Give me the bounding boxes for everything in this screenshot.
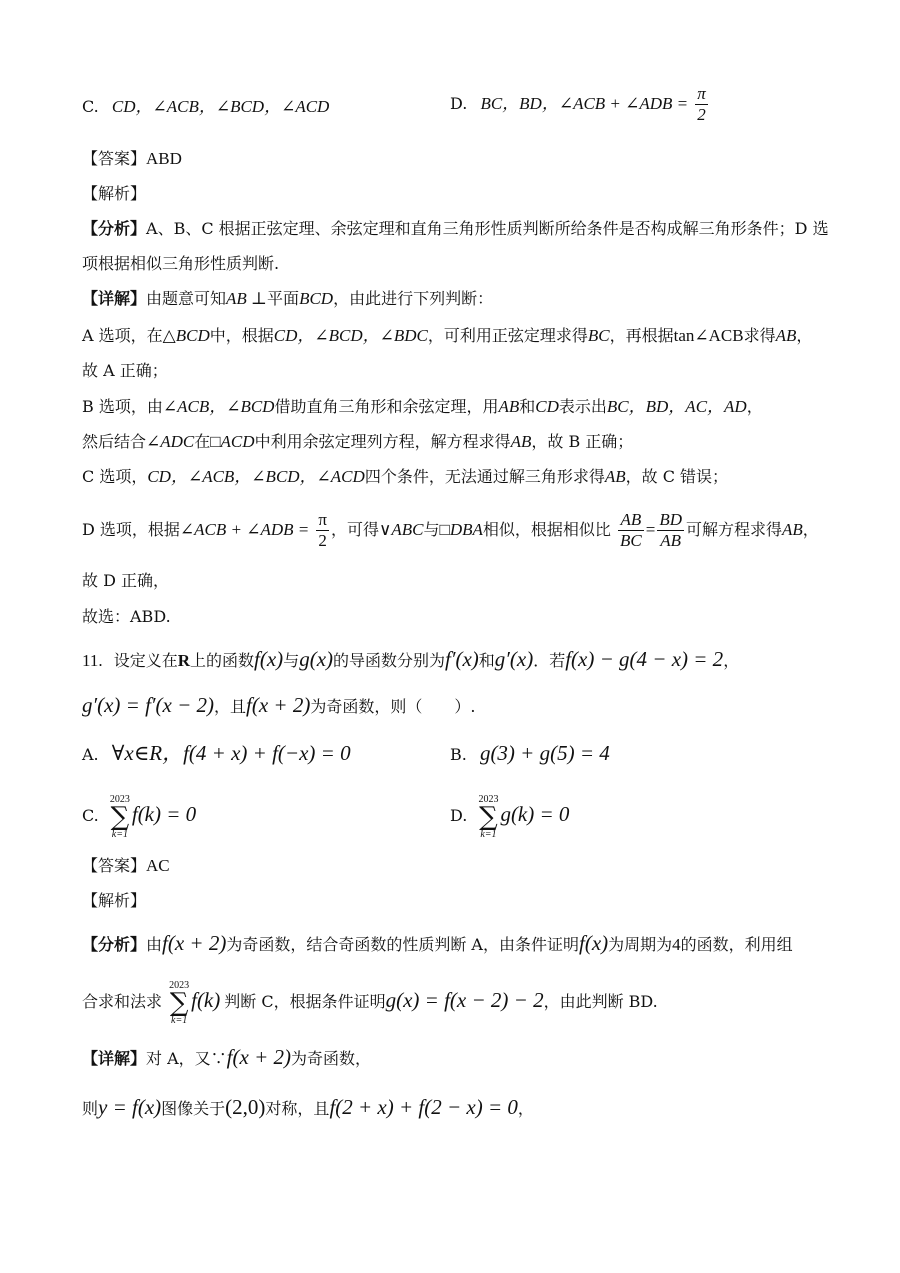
q10-option-b-conclusion — [82, 431, 818, 453]
ratio-fraction-2 — [657, 510, 684, 551]
math: g(x) = f(x − 2) − 2 — [385, 988, 544, 1012]
q11-option-c-math: f(k) = 0 — [131, 802, 197, 826]
math: AB ⊥ — [226, 289, 268, 308]
math: g′(x) — [494, 647, 534, 671]
text: B 选项，由 — [82, 397, 163, 416]
text: 中，根据 — [209, 326, 274, 345]
q10-options-cd — [82, 84, 818, 124]
q11-fenxi-line1 — [82, 932, 818, 956]
q11-option-a-label: A. — [82, 745, 99, 764]
math: BC，BD，AC，AD — [606, 397, 747, 416]
text: ， — [746, 397, 763, 416]
math: g′(x) = f′(x − 2) — [82, 693, 214, 717]
jiexi-tag: 【解析】 — [82, 184, 147, 203]
q10-option-d-analysis — [82, 508, 818, 552]
math: AB — [510, 432, 532, 451]
text: 则 — [82, 1099, 99, 1118]
math: f(x + 2) — [246, 693, 311, 717]
q11-option-c-label: C. — [82, 806, 99, 825]
text: 求得 — [743, 326, 776, 345]
math: y = f(x) — [98, 1095, 162, 1119]
text: 借助直角三角形和余弦定理，用 — [274, 397, 499, 416]
math: f(x + 2) — [162, 931, 227, 955]
text: 为奇函数，结合奇函数的性质判断 A，由条件证明 — [226, 935, 579, 954]
jiexi-tag: 【解析】 — [82, 891, 147, 910]
sigma-icon: ∑ — [169, 987, 189, 1018]
sum-upper-limit: 2023 — [478, 793, 499, 805]
q10-option-d — [450, 84, 710, 125]
math: (2,0) — [225, 1095, 266, 1119]
math: AB — [782, 520, 803, 539]
text: 上的函数 — [190, 651, 255, 670]
math: AB — [498, 397, 520, 416]
math: f′(x) — [445, 647, 479, 671]
text: 合求和法求 — [82, 992, 163, 1011]
summation-symbol — [169, 980, 189, 1026]
math: AB — [775, 326, 797, 345]
math: BC — [587, 326, 610, 345]
q10-final-choice — [82, 606, 818, 628]
math: CD，∠BCD，∠BDC — [273, 326, 428, 345]
detail-tag: 【详解】 — [82, 289, 147, 308]
sigma-icon: ∑ — [110, 801, 130, 832]
fraction-denominator: BC — [619, 531, 642, 550]
q10-option-d-label: D. — [450, 94, 468, 113]
q10-option-d-math: BC，BD，∠ACB + ∠ADB = — [480, 94, 689, 113]
text: 为奇函数，则（ ）. — [310, 697, 476, 716]
q11-jiexi — [82, 890, 818, 912]
math: BCD — [299, 289, 334, 308]
text: ， — [802, 520, 819, 539]
math: □DBA — [439, 520, 483, 539]
q11-detail-line2 — [82, 1096, 818, 1120]
text: 由题意可知 — [146, 289, 227, 308]
text: 四个条件，无法通过解三角形求得 — [364, 467, 605, 486]
q11-options-ab — [82, 742, 818, 766]
text: ， — [796, 326, 813, 345]
text: ，由此判断 BD. — [543, 992, 658, 1011]
text: 对 A，又∵ — [146, 1049, 227, 1068]
fenxi-tag: 【分析】 — [82, 219, 147, 238]
math: f(x + 2) — [226, 1045, 291, 1069]
text: 中利用余弦定理列方程，解方程求得 — [254, 432, 511, 451]
q10-option-a-conclusion — [82, 360, 818, 382]
text: 在 — [194, 432, 211, 451]
math: □ACD — [210, 432, 255, 451]
q11-options-cd — [82, 792, 818, 840]
text: ，且 — [213, 697, 246, 716]
q10-answer — [82, 148, 818, 170]
text: 可解方程求得 — [685, 520, 782, 539]
q11-option-a-math: ∀x∈R，f(4 + x) + f(−x) = 0 — [111, 741, 351, 765]
sum-lower-limit: k=1 — [171, 1014, 188, 1026]
sum-lower-limit: k=1 — [111, 828, 128, 840]
q10-fenxi-line2 — [82, 253, 818, 275]
text: ，可得 — [330, 520, 379, 539]
question-number: 11. — [82, 651, 103, 670]
math: △BCD — [162, 326, 210, 345]
q11-option-d-math: g(k) = 0 — [500, 802, 570, 826]
q10-option-b-analysis — [82, 396, 818, 418]
text: 为周期为 — [608, 935, 673, 954]
text: ，可利用正弦定理求得 — [427, 326, 588, 345]
text: 故选：ABD. — [82, 607, 171, 626]
sigma-icon: ∑ — [479, 801, 498, 832]
text: 表示出 — [558, 397, 607, 416]
text: 的函数，利用组 — [680, 935, 793, 954]
text: ，故 B 正确； — [531, 432, 634, 451]
answer-tag: 【答案】 — [82, 149, 147, 168]
math: ∠ACB，∠BCD — [162, 397, 275, 416]
text: 对称，且 — [265, 1099, 330, 1118]
answer-tag: 【答案】 — [82, 856, 147, 875]
text: 与 — [423, 520, 440, 539]
text: 然后结合 — [82, 432, 147, 451]
q10-option-d-conclusion — [82, 570, 818, 592]
math: R — [177, 651, 191, 670]
math: f(2 + x) + f(2 − x) = 0 — [329, 1095, 518, 1119]
answer-value: ABD — [146, 149, 182, 168]
math: f(x) − g(4 − x) = 2 — [565, 647, 724, 671]
sum-upper-limit: 2023 — [169, 979, 190, 991]
sum-lower-limit: k=1 — [480, 828, 497, 840]
text: 相似，根据相似比 — [482, 520, 611, 539]
math: CD，∠ACB，∠BCD，∠ACD — [147, 467, 365, 486]
q11-stem-line2 — [82, 694, 818, 718]
q11-option-b-math: g(3) + g(5) = 4 — [479, 741, 610, 765]
fraction-numerator: AB — [618, 510, 644, 531]
math: CD — [535, 397, 559, 416]
q11-option-b-label: B. — [450, 745, 467, 764]
q11-fenxi-line2 — [82, 978, 818, 1026]
math: ∠ACB + ∠ADB = — [179, 520, 310, 539]
answer-value: AC — [146, 856, 170, 875]
text: D 选项，根据 — [82, 520, 180, 539]
q11-option-b — [450, 742, 610, 766]
equals-sign: = — [645, 520, 656, 539]
text: 的导函数分别为 — [333, 651, 446, 670]
fraction-denominator: AB — [660, 531, 682, 550]
text: 和 — [519, 397, 536, 416]
fraction-numerator: π — [318, 510, 327, 529]
text: C 选项， — [82, 467, 148, 486]
q11-answer — [82, 855, 818, 877]
fraction-denominator: 2 — [318, 531, 327, 550]
math: f(x) — [579, 931, 609, 955]
math: ∨ABC — [378, 520, 424, 539]
text: 故 A 正确； — [82, 361, 168, 380]
q11-option-d-label: D. — [450, 806, 468, 825]
text: ， — [723, 651, 740, 670]
q10-option-d-fraction — [695, 84, 708, 125]
text: A 选项，在 — [82, 326, 163, 345]
text: ， — [517, 1099, 534, 1118]
q11-stem-line1 — [82, 648, 818, 672]
math: 4 — [672, 935, 681, 954]
text: 为奇函数， — [290, 1049, 371, 1068]
text: 图像关于 — [161, 1099, 226, 1118]
math: tan∠ACB — [673, 326, 744, 345]
math: AB — [604, 467, 626, 486]
q10-jiexi — [82, 183, 818, 205]
text: ，由此进行下列判断： — [333, 289, 494, 308]
text: 故 D 正确， — [82, 571, 170, 590]
math: g(x) — [299, 647, 334, 671]
q10-fenxi-line1 — [82, 218, 829, 240]
summation-symbol — [110, 794, 130, 840]
q11-option-d — [450, 792, 569, 840]
fenxi-text: A、B、C 根据正弦定理、余弦定理和直角三角形性质判断所给条件是否构成解三角形条件；D 选 — [146, 219, 829, 238]
text: 和 — [478, 651, 495, 670]
pi-over-2-fraction — [316, 510, 329, 551]
fraction-numerator: π — [697, 84, 706, 103]
fenxi-tag: 【分析】 — [82, 935, 147, 954]
ratio-fraction-1 — [618, 510, 644, 551]
text: 由 — [146, 935, 163, 954]
fraction-numerator: BD — [659, 510, 682, 529]
sum-upper-limit: 2023 — [109, 793, 130, 805]
math: ∠ADC — [146, 432, 195, 451]
q10-option-c-analysis — [82, 466, 818, 488]
fraction-denominator: 2 — [697, 105, 706, 124]
summation-symbol — [478, 794, 498, 840]
text: ，再根据 — [609, 326, 674, 345]
detail-tag: 【详解】 — [82, 1049, 147, 1068]
q10-detail-line — [82, 288, 818, 310]
q10-option-c-math: CD，∠ACB，∠BCD，∠ACD — [111, 97, 330, 116]
math: f(k) — [191, 988, 221, 1012]
q10-option-a-analysis — [82, 325, 818, 347]
fenxi-text: 项根据相似三角形性质判断. — [82, 254, 280, 273]
text: ．若 — [533, 651, 566, 670]
q11-detail-line1 — [82, 1046, 818, 1070]
text: 设定义在 — [113, 651, 178, 670]
text: 平面 — [267, 289, 300, 308]
math: f(x) — [254, 647, 284, 671]
text: ，故 C 错误； — [625, 467, 729, 486]
text: 与 — [283, 651, 300, 670]
q10-option-c-label: C. — [82, 97, 99, 116]
text: 判断 C，根据条件证明 — [224, 992, 386, 1011]
